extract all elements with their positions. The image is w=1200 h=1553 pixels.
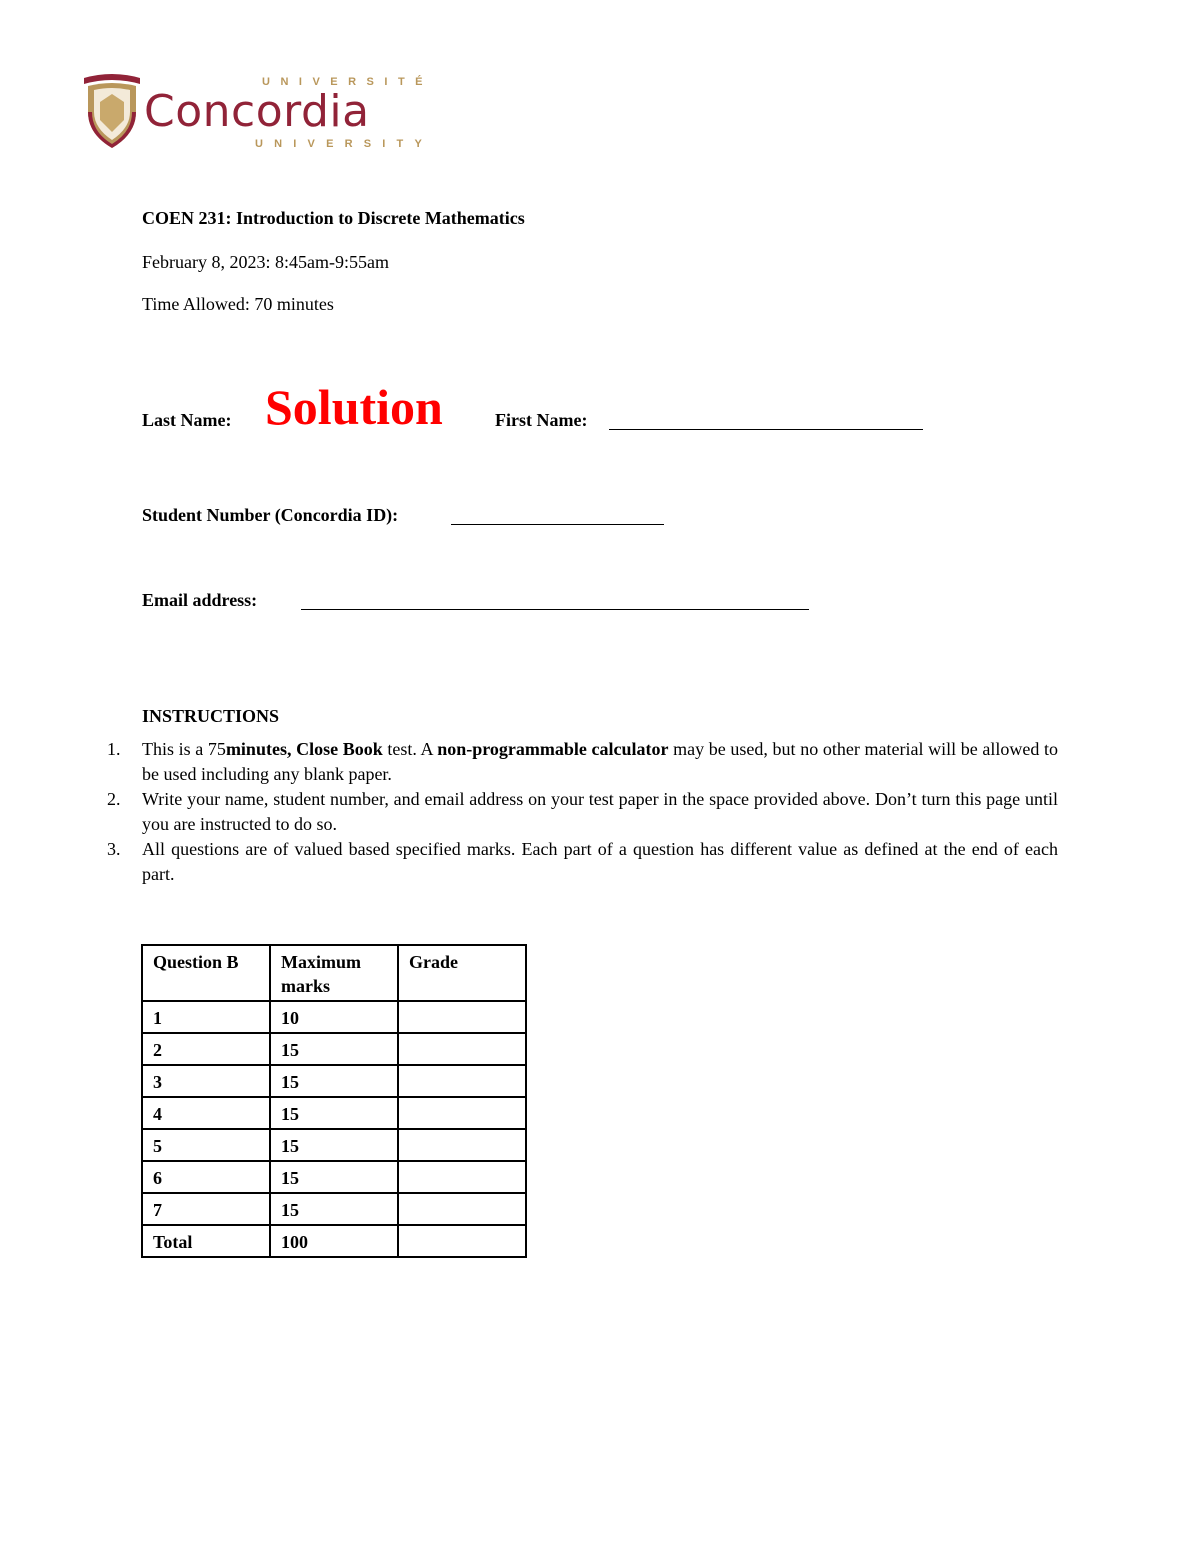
instructions-heading: INSTRUCTIONS <box>142 706 280 726</box>
table-cell: 4 <box>142 1097 270 1129</box>
table-cell: 2 <box>142 1033 270 1065</box>
email-blank[interactable] <box>301 609 809 610</box>
table-cell: 3 <box>142 1065 270 1097</box>
instruction-text: may be used, but no other material will be allowed to be used including any blank paper. <box>142 739 1058 784</box>
table-cell: 7 <box>142 1193 270 1225</box>
table-header-row <box>142 945 526 1001</box>
grades-table <box>141 944 527 1258</box>
table-row <box>142 1193 526 1225</box>
instruction-number: 3. <box>107 839 121 859</box>
table-cell: 15 <box>270 1097 398 1129</box>
instruction-text: This is a 75 <box>142 739 226 759</box>
table-row <box>142 1065 526 1097</box>
concordia-crest-icon <box>82 72 142 152</box>
grade-cell[interactable] <box>398 1161 526 1193</box>
grade-cell[interactable] <box>398 1225 526 1257</box>
table-cell: 5 <box>142 1129 270 1161</box>
first-name-blank[interactable] <box>609 429 923 430</box>
instructions-list <box>107 737 1058 887</box>
table-cell: 15 <box>270 1129 398 1161</box>
email-label: Email address: <box>142 590 258 610</box>
instruction-number: 2. <box>107 789 121 809</box>
logo-universite-text: UNIVERSITÉ <box>262 76 434 88</box>
instruction-bold-text: non-programmable calculator <box>437 739 669 759</box>
last-name-value: Solution <box>265 379 443 435</box>
instruction-bold-text: minutes, Close Book <box>225 739 383 759</box>
table-cell: 15 <box>270 1033 398 1065</box>
exam-date: February 8, 2023: 8:45am-9:55am <box>142 252 389 272</box>
grade-cell[interactable] <box>398 1065 526 1097</box>
instruction-item <box>107 737 1058 787</box>
student-number-label: Student Number (Concordia ID): <box>142 505 399 525</box>
table-cell: 100 <box>270 1225 398 1257</box>
grade-cell[interactable] <box>398 1033 526 1065</box>
first-name-label: First Name: <box>495 410 588 430</box>
table-row <box>142 1097 526 1129</box>
last-name-label: Last Name: <box>142 410 232 430</box>
table-cell: 1 <box>142 1001 270 1033</box>
grade-cell[interactable] <box>398 1001 526 1033</box>
table-row <box>142 1001 526 1033</box>
table-cell: Total <box>142 1225 270 1257</box>
table-header-cell: Maximum marks <box>270 945 398 1001</box>
instruction-item <box>107 837 1058 887</box>
instruction-item <box>107 787 1058 837</box>
course-title: COEN 231: Introduction to Discrete Mathematics <box>142 208 525 228</box>
table-row <box>142 1033 526 1065</box>
table-cell: 6 <box>142 1161 270 1193</box>
table-cell: 10 <box>270 1001 398 1033</box>
table-cell: 15 <box>270 1161 398 1193</box>
time-allowed: Time Allowed: 70 minutes <box>142 294 334 314</box>
logo-university-text: UNIVERSITY <box>255 138 434 150</box>
instruction-text: Write your name, student number, and email address on your test paper in the space provided above. Don’t turn this page until you are instructed to do so. <box>142 789 1058 834</box>
table-total-row <box>142 1225 526 1257</box>
grade-cell[interactable] <box>398 1129 526 1161</box>
instruction-text: All questions are of valued based specified marks. Each part of a question has different value as defined at the end of each part. <box>142 839 1058 884</box>
table-row <box>142 1161 526 1193</box>
grade-cell[interactable] <box>398 1193 526 1225</box>
table-header-cell: Grade <box>398 945 526 1001</box>
instruction-number: 1. <box>107 739 121 759</box>
logo-wordmark: Concordia <box>144 86 370 137</box>
grade-cell[interactable] <box>398 1097 526 1129</box>
instruction-text: test. A <box>382 739 438 759</box>
table-cell: 15 <box>270 1065 398 1097</box>
table-row <box>142 1129 526 1161</box>
table-cell: 15 <box>270 1193 398 1225</box>
table-header-cell: Question B <box>142 945 270 1001</box>
student-number-blank[interactable] <box>451 524 664 525</box>
concordia-logo <box>82 72 434 156</box>
